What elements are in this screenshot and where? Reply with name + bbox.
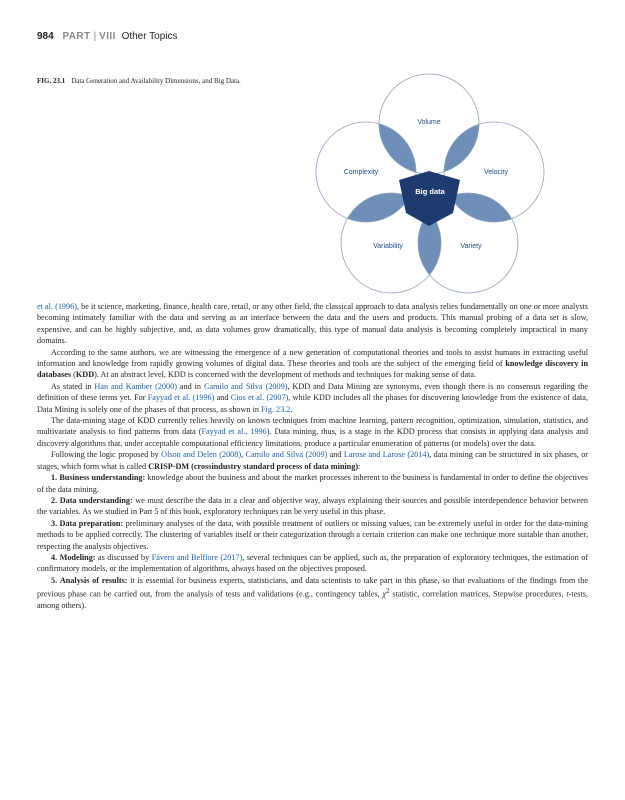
item-number: 4. [51,552,58,562]
citation-link[interactable]: Fávero and Belfiore (2017) [151,552,243,562]
paragraph-1 [37,301,588,347]
label-big-data: Big data [415,187,445,196]
figure-link[interactable]: Fig. 23.2 [260,404,291,414]
item-title: Analysis of results: [59,575,128,585]
list-item-4 [37,552,588,575]
list-item-2 [37,495,588,518]
label-complexity: Complexity [343,169,379,176]
term-kdd-abbr: KDD [75,370,95,380]
item-title: Modeling: [59,552,96,562]
paragraph-5 [37,449,588,472]
body-text [37,301,588,612]
paragraph-text: , KDD and Data Mining are synonyms, even though there is no consensus regarding the definition of these terms yet. For [37,381,588,403]
italic-t: t [566,589,569,599]
list-item-5 [37,575,588,612]
paragraph-text: : [358,461,361,471]
item-title: Data understanding: [59,495,133,505]
paragraph-text: . [290,404,293,414]
big-data-center-shape [399,171,460,226]
citation-link[interactable]: Fayyad et al. (1996) [147,393,215,403]
chi-symbol: χ [382,589,387,599]
label-velocity: Velocity [483,169,509,176]
citation-link[interactable]: et al. (1996) [37,302,77,311]
list-item-1 [37,472,588,495]
paragraph-text: According to the same authors, we are witnessing the emergence of a new generation of computational theories and tools to assist humans in extracting useful information and knowledge from rapidly growing volumes of digital data. These theories and tools are the subject of the emerging field of [37,347,588,369]
item-number: 3. [51,518,58,528]
part-separator: | [93,31,97,42]
paragraph-text: ( [71,370,76,380]
item-text: we must describe the data in a clear and objective way, always explaining their sources and possible interdependence behavior between the variables. As we studied in Part 5 of this book, exploratory techniques can be very useful in this phase. [37,495,588,517]
citation-link[interactable]: Larose and Larose (2014) [343,450,430,460]
term-crisp-dm: CRISP-DM (crossindustry standard process of data mining) [148,461,359,471]
item-text: it is essential for business experts, statisticians, and data scientists to take part in this phase, so that evaluations of the findings from the previous phase can be carried out, from the analysis of tests and validations (e.g., contingency tables, [37,575,589,599]
part-number: VIII [99,31,116,42]
paragraph-text: , be it science, marketing, finance, health care, retail, or any other field, the classical approach to data analysis relies fundamentally on one or more analysts becoming intimately familiar with the data and serving as an interface between the data and the users and products. This manual probing of a data set is slow, expensive, and can be highly subjective, and, as data volumes grow dramatically, this type of manual data analysis is becoming completely impractical in many domains. [37,302,588,346]
paragraph-text: , [241,450,246,460]
paragraph-text: Following the logic proposed by [51,450,162,460]
paragraph-text: and in [176,381,204,391]
item-number: 5. [51,575,58,585]
big-data-venn-diagram [0,0,625,300]
paragraph-text: and [214,393,231,403]
figure-caption-text: Data Generation and Availability Dimensions, and Big Data. [71,77,241,85]
paragraph-text: As stated in [51,381,95,391]
citation-link[interactable]: Camilo and Silva (2009) [203,381,288,391]
label-variety: Variety [460,243,482,250]
paragraph-2 [37,347,588,381]
item-text: , several techniques can be applied, such as, the preparation of exploratory techniques, the estimation of confirmatory models, or the implementation of algorithms, always based on the objectives proposed. [37,552,589,574]
page-number: 984 [37,31,54,42]
part-label: PART [62,31,91,42]
label-variability: Variability [373,243,403,250]
paragraph-text: , data mining can be structured in six phases, or stages, which form what is called [37,450,589,471]
item-number: 1. [51,473,58,483]
paragraph-3 [37,381,588,415]
citation-link[interactable]: Olson and Delen (2008) [161,450,242,460]
item-text: as discussed by [95,552,152,562]
citation-link[interactable]: Fayyad et al., 1996 [201,427,267,437]
paragraph-text: ). At an abstract level, KDD is concerned with the development of methods and techniques for making sense of data. [94,370,477,380]
item-title: Data preparation: [59,518,124,528]
item-number: 2. [51,495,58,505]
part-title: Other Topics [121,31,178,42]
list-item-3 [37,518,588,552]
citation-link[interactable]: Cios et al. (2007) [230,393,289,403]
item-text: preliminary analyses of the data, with possible treatment of outliers or missing values, can be extremely useful in order for the data-mining methods to be applied correctly. The clustering of variables itself or their categorization through a certain criterion can make one technique more suitable than another, respecting the analysis objectives. [37,518,588,551]
term-kdd-definition: knowledge discovery in databases [37,359,588,380]
item-text: statistic, correlation matrices, Stepwise procedures, [389,589,567,599]
paragraph-text: ). Data mining, thus, is a stage in the KDD process that consists in applying data analysis and discovery algorithms that, under acceptable computational efficiency limitations, produce a particular enumeration of patterns (or models) over the data. [37,427,588,448]
paragraph-text: and [327,450,344,460]
label-volume: Volume [417,119,441,126]
item-title: Business understanding: [59,473,146,483]
item-text: -tests, among others). [37,589,588,611]
figure-label: FIG. 23.1 [37,77,66,85]
item-text: knowledge about the business and about the market processes inherent to the business is fundamental in order to define the objectives of the data mining. [37,473,588,494]
paragraph-4 [37,415,588,449]
superscript: 2 [386,588,390,596]
paragraph-text: , while KDD includes all the phases for discovering knowledge from the existence of data, Data Mining is solely one of the phases of that process, as shown in [37,393,588,414]
citation-link[interactable]: Camilo and Silva (2009) [245,450,328,460]
citation-link[interactable]: Han and Kamber (2000) [94,381,177,391]
paragraph-text: The data-mining stage of KDD currently relies heavily on known techniques from machine learning, pattern recognition, optimization, simulation, statistics, and multivariate analysis to find patterns from data ( [37,416,588,437]
